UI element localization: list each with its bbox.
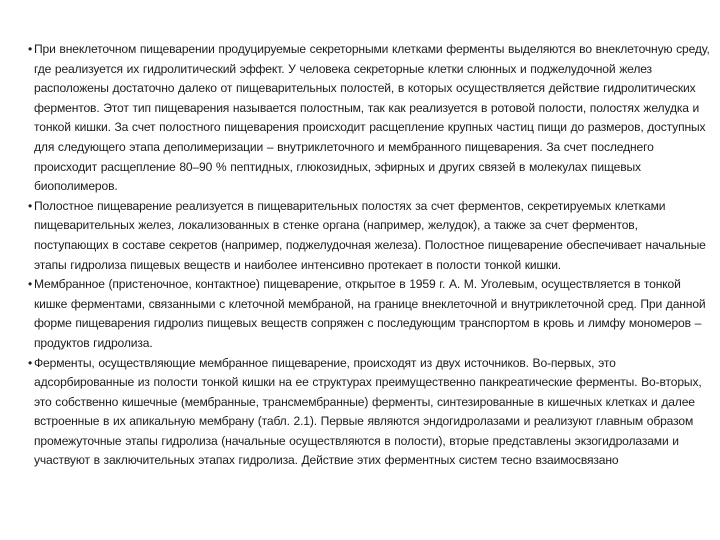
paragraph-text: При внеклеточном пищеварении продуцируемые секреторными клетками ферменты выделяются во внеклеточную среду, где реализуется их гидролитический эффект. У человека секреторные клетки слюнных и поджелудочной желез расположены достаточно далеко от пищеварительных полостей, в которых осуществляется действие гидролитических ферментов. Этот тип пищеварения называется полостным, так как реализуется в ротовой полости, полостях желудка и тонкой кишки. За счет полостного пищеварения происходит расщепление крупных частиц пищи до размеров, доступных для следующего этапа деполимеризации – внутриклеточного и мембранного пищеварения. За счет последнего происходит расщепление 80–90 % пептидных, глюкозидных, эфирных и других связей в молекулах пищевых биополимеров. [34, 42, 710, 194]
bullet-marker: • [28, 355, 33, 370]
paragraph-text: Мембранное (пристеночное, контактное) пищеварение, открытое в 1959 г. А. М. Уголевым, осуществляется в тонкой кишке ферментами, связанными с клеточной мембраной, на границе внеклеточной и внутриклеточной сред. При данной форме пищеварения гидролиз пищевых веществ сопряжен с последующим транспортом в кровь и лимфу мономеров – продуктов гидролиза. [34, 277, 706, 350]
bullet-marker: • [28, 198, 33, 213]
paragraph-extracellular-digestion [30, 40, 714, 197]
paragraph-membrane-digestion [30, 275, 714, 353]
bullet-marker: • [28, 42, 33, 56]
paragraph-text: Полостное пищеварение реализуется в пищеварительных полостях за счет ферментов, секретируемых клетками пищеварительных желез, локализованных в стенке органа (например, желудок), а также за счет ферментов, поступающих в составе секретов (например, поджелудочная железа). Полостное пищеварение обеспечивает начальные этапы гидролиза пищевых веществ и наиболее интенсивно протекает в полости тонкой кишки. [34, 198, 706, 272]
bullet-marker: • [28, 277, 33, 292]
paragraph-text: Ферменты, осуществляющие мембранное пищеварение, происходят из двух источников. Во-первых, это адсорбированные из полости тонкой кишки на ее структурах преимущественно панкреатические ферменты. Во-вторых, это собственно кишечные (мембранные, трансмембранные) ферменты, синтезированные в кишечных клетках и далее встроенные в их апикальную мембрану (табл. 2.1). Первые являются эндогидролазами и реализуют главным образом промежуточные этапы гидролиза (начальные осуществляются в полости), вторые представлены экзогидролазами и участвуют в заключительных этапах гидролиза. Действие этих ферментных систем тесно взаимосвязано [34, 355, 702, 468]
paragraph-cavity-digestion [30, 197, 714, 275]
paragraph-membrane-enzymes [30, 354, 714, 472]
